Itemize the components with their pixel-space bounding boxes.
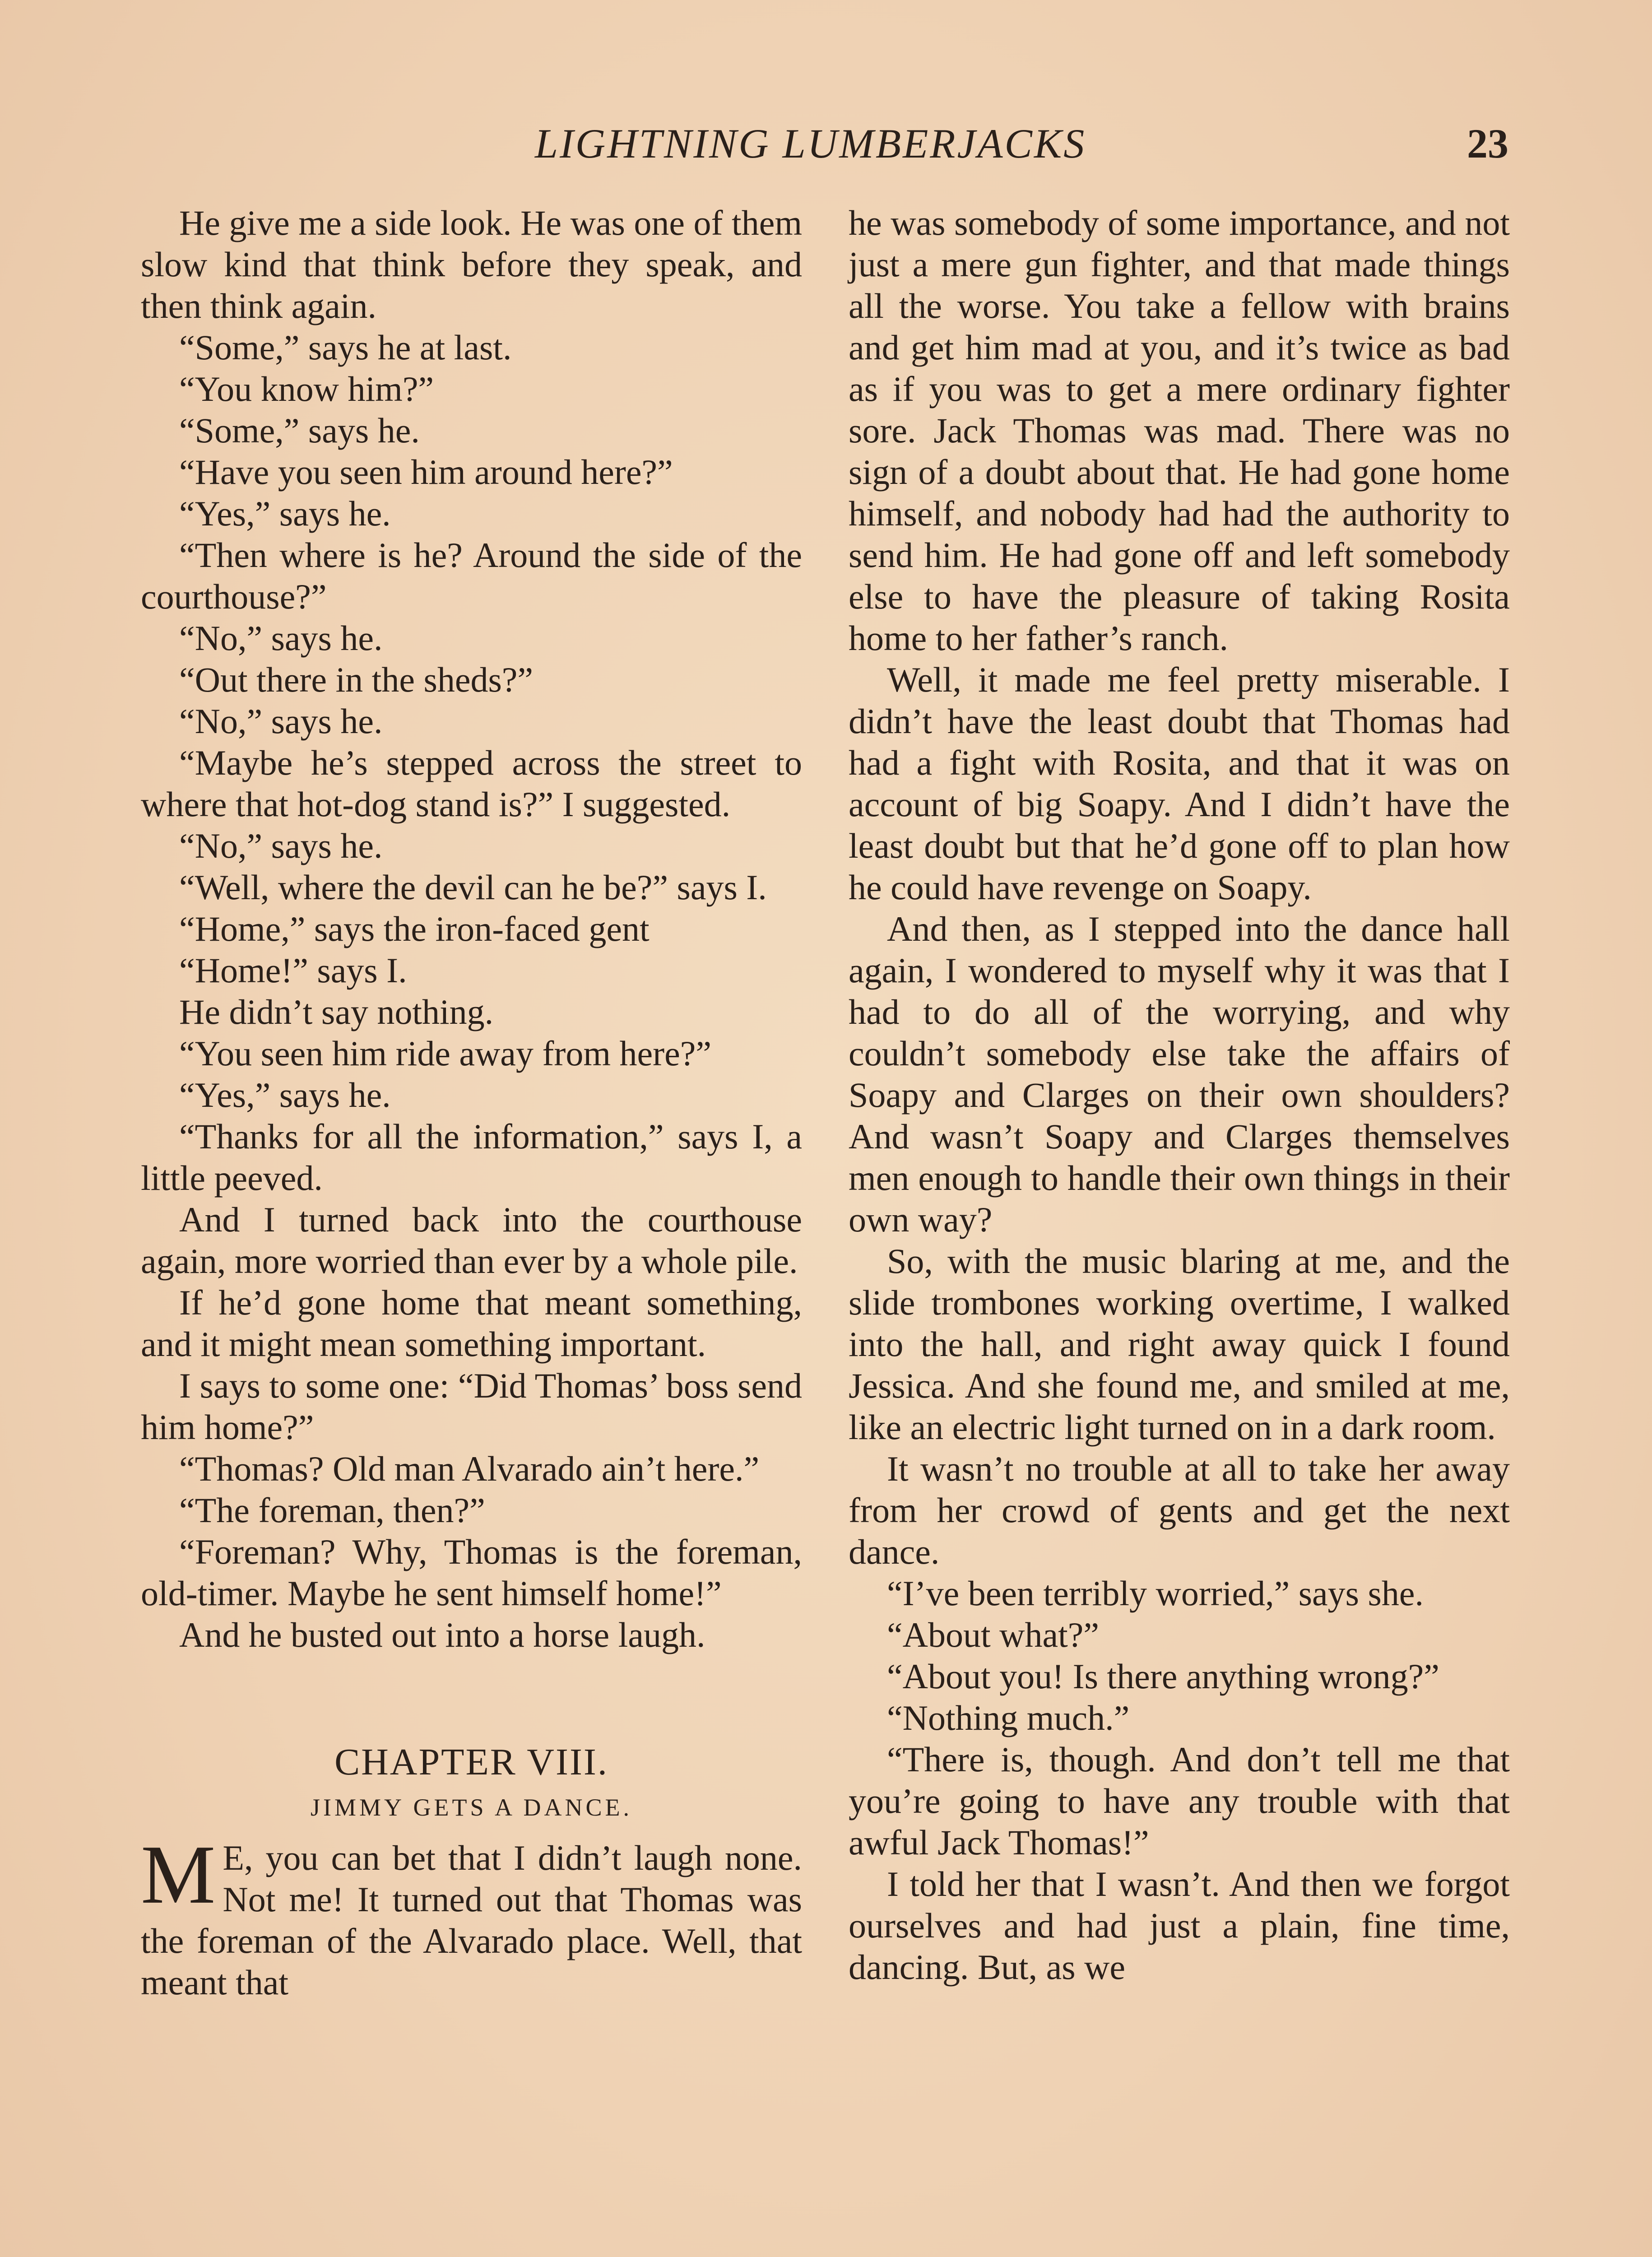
left-paragraph: “No,” says he. bbox=[179, 826, 383, 865]
left-paragraph: “Thomas? Old man Alvarado ain’t here.” bbox=[179, 1449, 760, 1488]
right-paragraph: “About you! Is there anything wrong?” bbox=[887, 1657, 1439, 1696]
left-paragraph: “You seen him ride away from here?” bbox=[179, 1034, 711, 1073]
right-paragraph: And then, as I stepped into the dance hall again, I wondered to myself why it was that I had to do all of the worrying, and why couldn’t somebody else take the affairs of Soapy and Clarges on their own shoulders? And wasn’t Soapy and Clarges themselves men enough to handle their own things in their own way? bbox=[849, 909, 1510, 1239]
left-paragraph: “Yes,” says he. bbox=[179, 494, 391, 533]
left-paragraph: He didn’t say nothing. bbox=[179, 992, 494, 1031]
left-paragraph: “Then where is he? Around the side of the courthouse?” bbox=[141, 535, 802, 616]
left-paragraph: “Have you seen him around here?” bbox=[179, 452, 673, 492]
left-paragraph: He give me a side look. He was one of them slow kind that think before they speak, and then think again. bbox=[141, 203, 802, 325]
chapter-heading: CHAPTER VIII. bbox=[334, 1741, 608, 1783]
left-paragraph: “Home!” says I. bbox=[179, 951, 407, 990]
left-paragraph: And I turned back into the courthouse again, more worried than ever by a whole pile. bbox=[141, 1200, 802, 1281]
left-paragraph: “Home,” says the iron-faced gent bbox=[179, 909, 650, 948]
left-paragraph: “Thanks for all the information,” says I, a little peeved. bbox=[141, 1117, 802, 1198]
left-paragraph: And he busted out into a horse laugh. bbox=[179, 1615, 705, 1654]
left-paragraph: “Well, where the devil can he be?” says I. bbox=[179, 868, 767, 907]
chapter-opening bbox=[141, 1828, 802, 2003]
right-paragraph: “I’ve been terribly worried,” says she. bbox=[887, 1574, 1424, 1613]
left-paragraph: “Some,” says he at last. bbox=[179, 328, 512, 367]
right-paragraph: “Nothing much.” bbox=[887, 1698, 1130, 1737]
left-paragraph: “Yes,” says he. bbox=[179, 1075, 391, 1115]
drop-cap: M bbox=[141, 1828, 216, 1921]
right-column bbox=[849, 202, 1510, 1988]
opening-text: E, you can bet that I didn’t laugh none. Not me! It turned out that Thomas was the foreman of the Alvarado place. Well, that meant that bbox=[141, 1838, 802, 2002]
left-paragraph: “Some,” says he. bbox=[179, 411, 420, 450]
left-paragraph: “No,” says he. bbox=[179, 701, 383, 741]
chapter-subtitle: JIMMY GETS A DANCE. bbox=[310, 1794, 633, 1821]
continued-paragraph: he was somebody of some importance, and not just a mere gun fighter, and that made things all the worse. You take a fellow with brains and get him mad at you, and it’s twice as bad as if you was to get a mere ordinary fighter sore. Jack Thomas was mad. There was no sign of a doubt about that. He had gone home himself, and nobody had had the authority to send him. He had gone off and left somebody else to have the pleasure of taking Rosita home to her father’s ranch. bbox=[849, 203, 1510, 658]
left-paragraph: If he’d gone home that meant something, and it might mean something important. bbox=[141, 1283, 802, 1364]
right-paragraph: I told her that I wasn’t. And then we forgot ourselves and had just a plain, fine time, dancing. But, as we bbox=[849, 1864, 1510, 1987]
left-paragraph: “Maybe he’s stepped across the street to where that hot-dog stand is?” I suggested. bbox=[141, 743, 802, 824]
right-paragraph: It wasn’t no trouble at all to take her away from her crowd of gents and get the next dance. bbox=[849, 1449, 1510, 1571]
right-paragraph: So, with the music blaring at me, and the slide trombones working overtime, I walked into the hall, and right away quick I found Jessica. And she found me, and smiled at me, like an electric light turned on in a dark room. bbox=[849, 1241, 1510, 1447]
page-number: 23 bbox=[1467, 121, 1508, 167]
running-title: LIGHTNING LUMBERJACKS bbox=[535, 121, 1086, 167]
running-head bbox=[0, 115, 1652, 169]
left-paragraph: “Foreman? Why, Thomas is the foreman, old-timer. Maybe he sent himself home!” bbox=[141, 1532, 802, 1613]
right-paragraph: Well, it made me feel pretty miserable. I didn’t have the least doubt that Thomas had had a fight with Rosita, and that it was on account of big Soapy. And I didn’t have the least doubt but that he’d gone off to plan how he could have revenge on Soapy. bbox=[849, 660, 1510, 907]
left-paragraph: “No,” says he. bbox=[179, 618, 383, 658]
left-paragraph: I says to some one: “Did Thomas’ boss send him home?” bbox=[141, 1366, 802, 1447]
right-paragraph: “There is, though. And don’t tell me that you’re going to have any trouble with that awful Jack Thomas!” bbox=[849, 1740, 1510, 1862]
left-column bbox=[141, 202, 802, 2003]
right-paragraph: “About what?” bbox=[887, 1615, 1099, 1654]
left-paragraph: “You know him?” bbox=[179, 369, 434, 409]
left-paragraph: “Out there in the sheds?” bbox=[179, 660, 534, 699]
left-paragraph: “The foreman, then?” bbox=[179, 1491, 485, 1530]
